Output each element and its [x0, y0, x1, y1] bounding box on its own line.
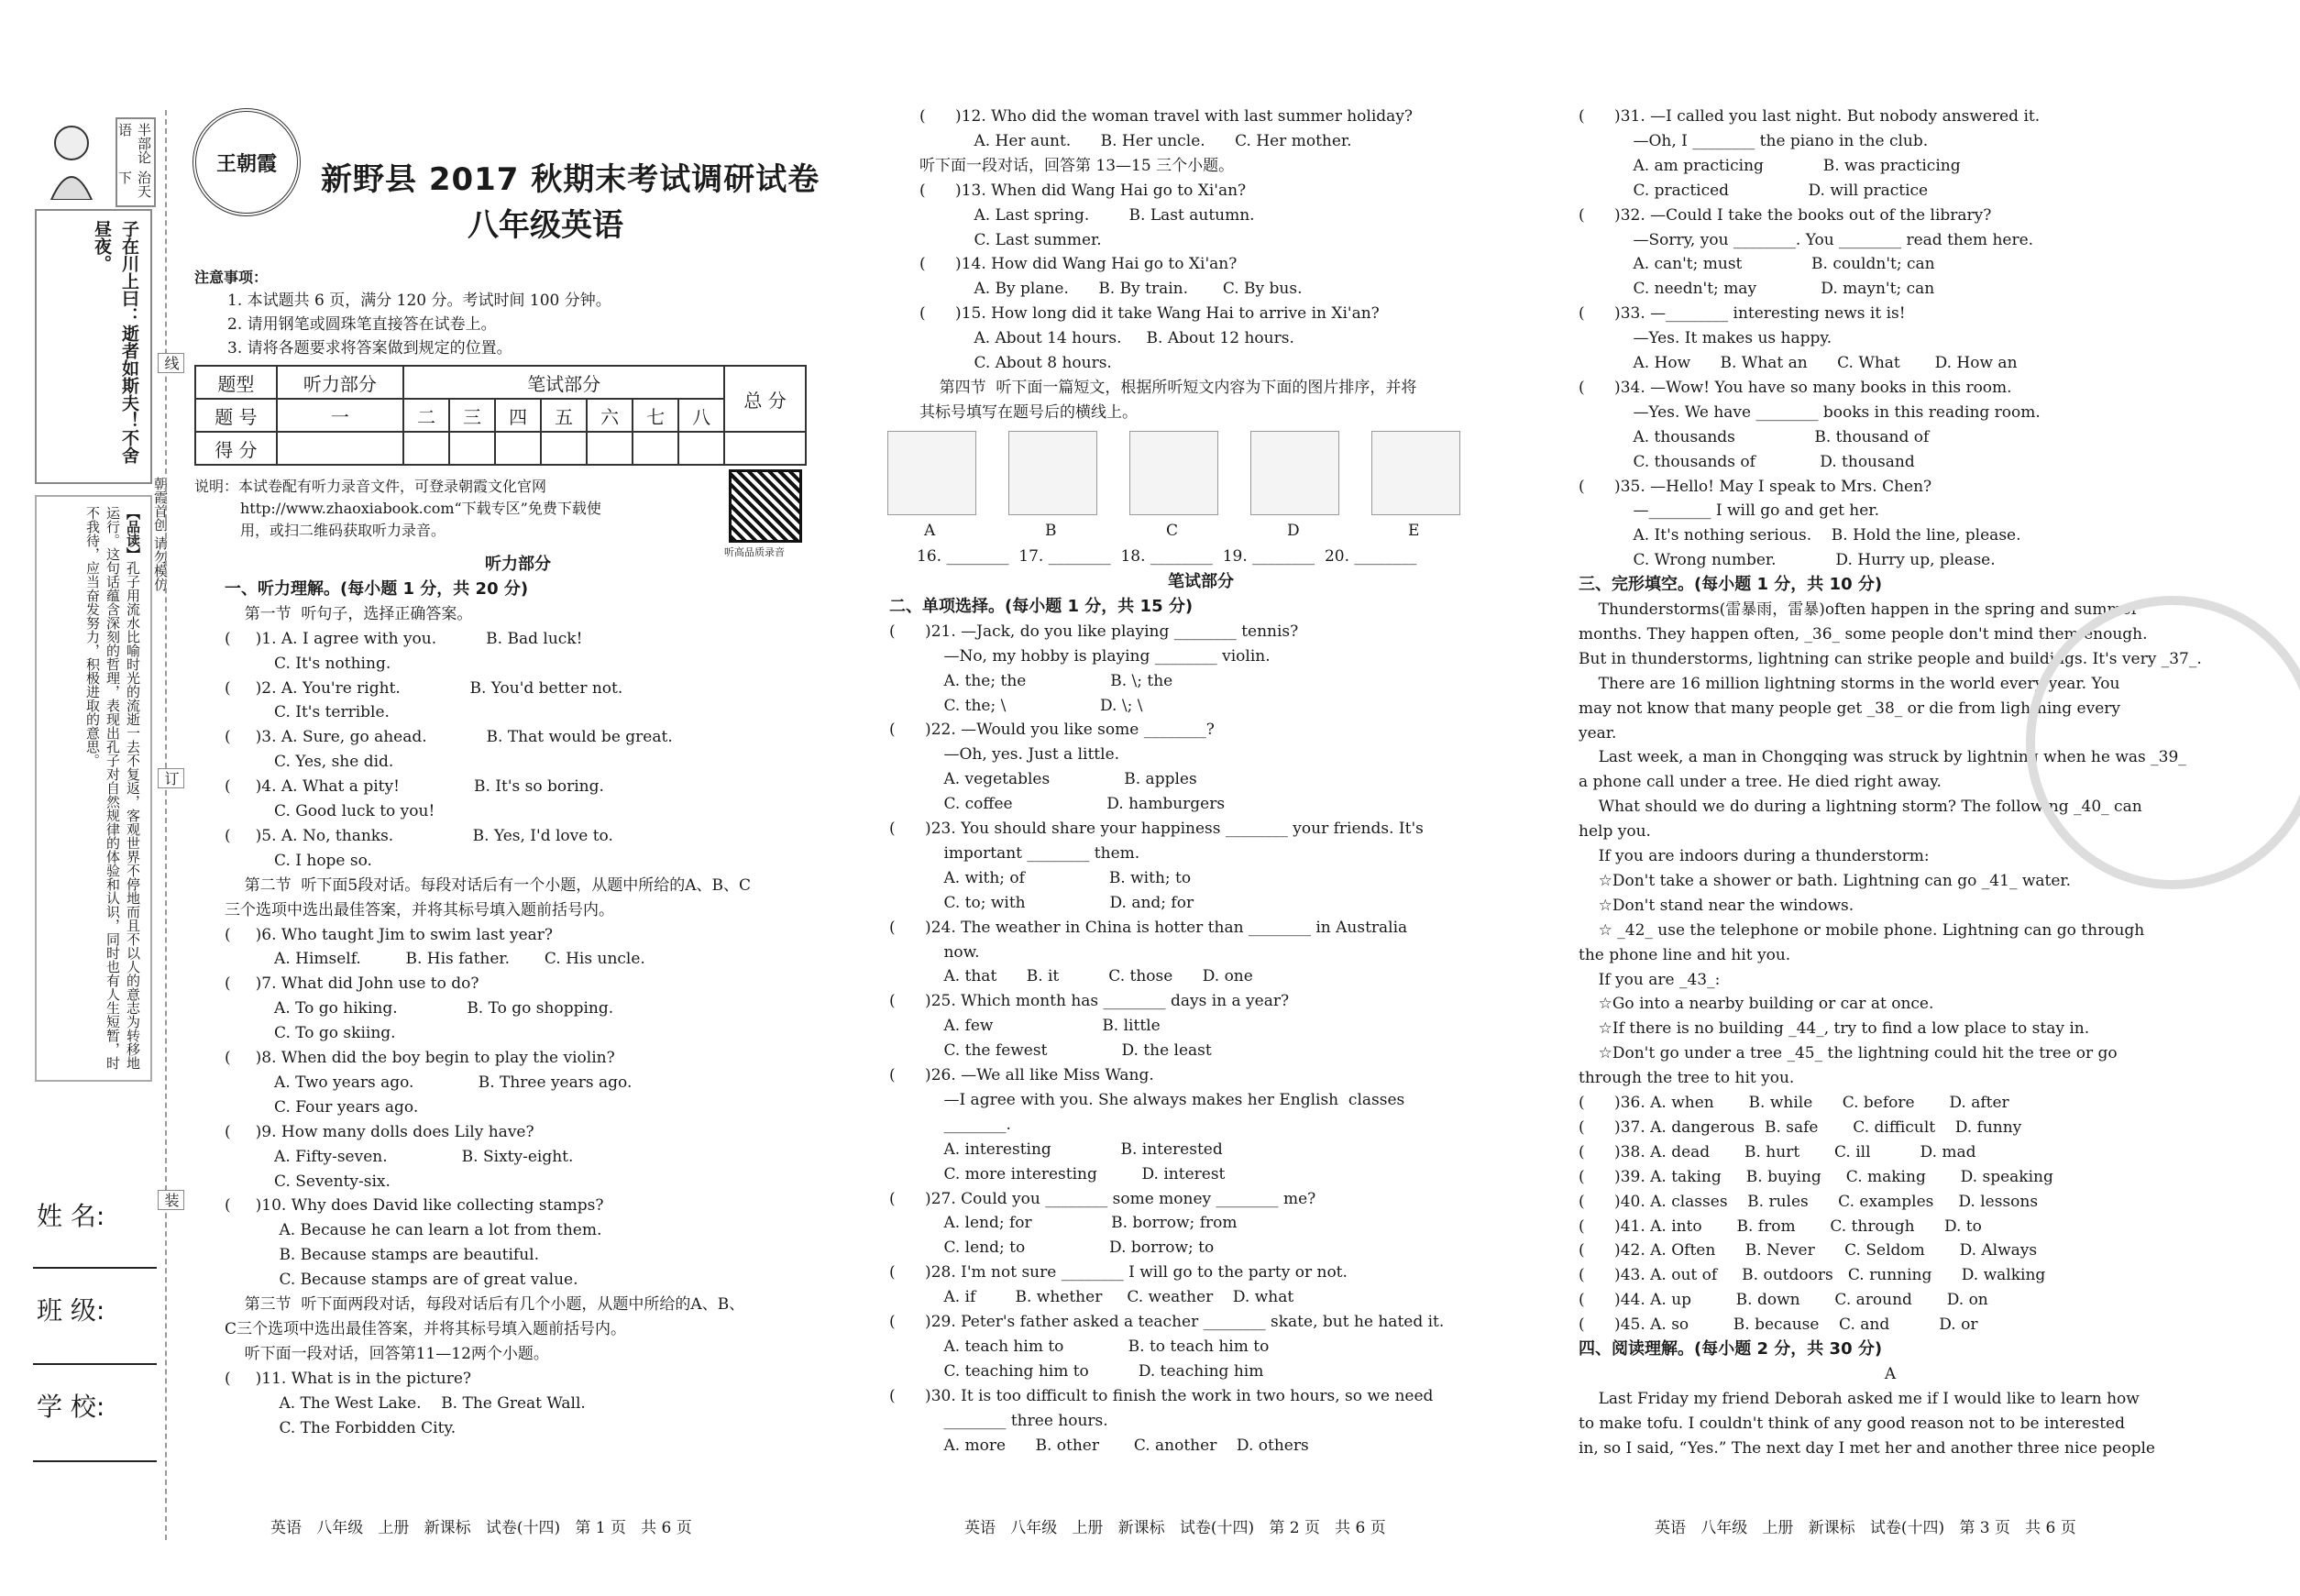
question-line: C. lend; to D. borrow; to: [889, 1238, 1215, 1258]
question-line: What should we do during a lightning storm? The following _40_ can: [1579, 798, 2142, 817]
question-line: C三个选项中选出最佳答案，并将其标号填入题前括号内。: [225, 1319, 627, 1338]
question-line: ( )12. Who did the woman travel with last summer holiday?: [919, 107, 1414, 126]
question-line: There are 16 million lightning storms in the world every year. You: [1579, 674, 2120, 693]
question-line: C. Because stamps are of great value.: [225, 1271, 578, 1290]
question-line: A. with; of B. with; to: [889, 868, 1192, 887]
question-line: ( )11. What is in the picture?: [225, 1369, 472, 1388]
section-heading: 二、单项选择。(每小题 1 分，共 15 分): [889, 596, 1194, 616]
question-line: —No, my hobby is playing ________ violin.: [889, 646, 1271, 666]
question-line: ☆Don't stand near the windows.: [1579, 896, 1854, 915]
question-line: 第二节 听下面5段对话。每段对话后有一个小题，从题中所给的A、B、C: [225, 875, 752, 895]
question-line: A. To go hiking. B. To go shopping.: [225, 999, 614, 1018]
exam-subtitle: 八年级英语: [468, 207, 623, 244]
question-line: ( )27. Could you ________ some money ________ me?: [889, 1189, 1316, 1208]
question-line: ( )39. A. taking B. buying C. making D. speaking: [1579, 1167, 2053, 1186]
question-line: C. Wrong number. D. Hurry up, please.: [1579, 551, 1996, 570]
question-line: ( )23. You should share your happiness ________ your friends. It's: [889, 820, 1424, 838]
class-field[interactable]: [33, 1363, 157, 1365]
question-line: —Yes. We have ________ books in this reading room.: [1579, 402, 2041, 422]
question-line: —Oh, I ________ the piano in the club.: [1579, 131, 1929, 150]
question-line: ( )41. A. into B. from C. through D. to: [1579, 1216, 1982, 1236]
section-heading: 三、完形填空。(每小题 1 分，共 10 分): [1579, 575, 1883, 595]
qr-code[interactable]: [729, 469, 802, 543]
picture-c: [1129, 431, 1218, 515]
notice-item: 1. 本试题共 6 页，满分 120 分。考试时间 100 分钟。: [227, 292, 611, 310]
question-line: C. The Forbidden City.: [225, 1418, 457, 1437]
question-line: help you.: [1579, 822, 1651, 842]
score-input[interactable]: [403, 432, 449, 465]
question-line: 三个选项中选出最佳答案，并将其标号填入题前括号内。: [225, 900, 614, 919]
cut-line: [165, 110, 167, 1540]
score-input[interactable]: [277, 432, 403, 465]
question-line: ( )5. A. No, thanks. B. Yes, I'd love to.: [225, 826, 613, 845]
question-line: C. It's terrible.: [225, 703, 390, 722]
question-line: A. About 14 hours. B. About 12 hours.: [919, 329, 1294, 348]
score-input[interactable]: [495, 432, 541, 465]
question-line: A. if B. whether C. weather D. what: [889, 1288, 1294, 1307]
question-line: ( )9. How many dolls does Lily have?: [225, 1122, 534, 1141]
question-line: ( )25. Which month has ________ days in a year?: [889, 992, 1290, 1011]
question-line: ( )34. —Wow! You have so many books in this room.: [1579, 378, 2012, 397]
score-input[interactable]: [449, 432, 495, 465]
question-line: 第三节 听下面两段对话，每段对话后有几个小题，从题中所给的A、B、: [225, 1295, 745, 1314]
question-line: ☆Don't go under a tree _45_ the lightning could hit the tree or go: [1579, 1044, 2118, 1063]
question-line: 第一节 听句子，选择正确答案。: [225, 604, 473, 623]
pindu-text: 孔子用流水比喻时光的流逝一去不复返，客观世界不停地而且不以人的意志为转移地运行。这句话蕴含深刻的哲理，表现出孔子对自然规律的体验和认识，同时也有人生短暂，时不我待，应当奋发努力，积极进取的意思。: [84, 506, 141, 1070]
picture-a: [887, 431, 976, 515]
score-cell: 题 号: [195, 399, 277, 432]
score-input[interactable]: [678, 432, 724, 465]
question-line: year.: [1579, 723, 1617, 743]
name-field[interactable]: [33, 1267, 157, 1269]
question-line: —________ I will go and get her.: [1579, 501, 1879, 521]
question-line: A. Two years ago. B. Three years ago.: [225, 1073, 633, 1092]
notice-item: 2. 请用钢笔或圆珠笔直接答在试卷上。: [227, 315, 497, 334]
confucius-illustration: [35, 117, 108, 200]
question-line: A. that B. it C. those D. one: [889, 967, 1253, 986]
question-line: Thunderstorms(雷暴雨，雷暴)often happen in the spring and summer: [1579, 600, 2139, 619]
score-cell: 四: [495, 399, 541, 432]
score-cell: 八: [678, 399, 724, 432]
question-line: ( )26. —We all like Miss Wang.: [889, 1066, 1154, 1084]
question-line: C. coffee D. hamburgers: [889, 795, 1226, 814]
score-input[interactable]: [633, 432, 678, 465]
question-line: ( )3. A. Sure, go ahead. B. That would be great.: [225, 728, 673, 747]
top-label-2: 治天下: [116, 171, 152, 199]
question-line: C. more interesting D. interest: [889, 1164, 1226, 1183]
question-line: A. Because he can learn a lot from them.: [225, 1221, 602, 1240]
question-line: C. To go skiing.: [225, 1024, 396, 1043]
question-line: C. the fewest D. the least: [889, 1041, 1212, 1061]
question-line: C. Four years ago.: [225, 1097, 419, 1117]
question-line: months. They happen often, _36_ some people don't mind them enough.: [1579, 624, 2148, 644]
notice-item: 3. 请将各题要求将答案做到规定的位置。: [227, 339, 512, 358]
score-header: 笔试部分: [403, 366, 724, 399]
question-line: 第四节 听下面一篇短文，根据所听短文内容为下面的图片排序，并将: [919, 378, 1417, 397]
question-line: ( )32. —Could I take the books out of the library?: [1579, 205, 1992, 225]
question-line: C. I hope so.: [225, 851, 372, 870]
question-line: C. Good luck to you!: [225, 802, 435, 820]
score-cell: 二: [403, 399, 449, 432]
question-line: through the tree to hit you.: [1579, 1069, 1795, 1088]
question-line: Last Friday my friend Deborah asked me if I would like to learn how: [1579, 1389, 2140, 1408]
picture-e: [1371, 431, 1460, 515]
logo-text: 王朝霞: [215, 152, 277, 176]
question-line: C. Yes, she did.: [225, 753, 394, 772]
question-line: ( )37. A. dangerous B. safe C. difficult D. funny: [1579, 1117, 2022, 1137]
question-line: C. About 8 hours.: [919, 354, 1112, 372]
section-heading: 笔试部分: [1168, 572, 1234, 591]
brand-logo: [193, 108, 301, 216]
question-line: A: [1884, 1364, 1897, 1383]
question-line: ☆Don't take a shower or bath. Lightning can go _41_ water.: [1579, 871, 2072, 890]
score-table: [194, 365, 807, 466]
score-header: 总 分: [724, 366, 806, 432]
top-label-1: 半部论语: [116, 123, 152, 164]
question-line: A. Himself. B. His father. C. His uncle.: [225, 950, 645, 969]
question-line: ( )30. It is too difficult to finish the work in two hours, so we need: [889, 1386, 1434, 1405]
question-line: ________ three hours.: [889, 1411, 1108, 1430]
picture-d: [1250, 431, 1339, 515]
question-line: A. Her aunt. B. Her uncle. C. Her mother.: [919, 131, 1352, 150]
question-line: ( )7. What did John use to do?: [225, 974, 479, 994]
question-line: ( )28. I'm not sure ________ I will go to the party or not.: [889, 1263, 1348, 1282]
question-line: ☆Go into a nearby building or car at once.: [1579, 995, 1934, 1014]
question-line: ( )4. A. What a pity! B. It's so boring.: [225, 777, 604, 797]
question-line: C. thousands of D. thousand: [1579, 452, 1915, 471]
question-line: C. Seventy-six.: [225, 1172, 391, 1191]
picture-b: [1008, 431, 1097, 515]
score-input[interactable]: [724, 432, 806, 465]
question-line: ☆ _42_ use the telephone or mobile phone. Lightning can go through: [1579, 920, 2145, 940]
score-cell: 五: [541, 399, 587, 432]
question-line: A. Last spring. B. Last autumn.: [919, 205, 1255, 225]
quote-box: [35, 209, 152, 484]
question-line: C. It's nothing.: [225, 654, 391, 673]
question-line: ( )40. A. classes B. rules C. examples D. lessons: [1579, 1192, 2039, 1211]
picture-label: B: [1045, 522, 1057, 540]
question-line: —Sorry, you ________. You ________ read them here.: [1579, 230, 2034, 249]
question-line: may not know that many people get _38_ or die from lightning every: [1579, 699, 2120, 718]
question-line: A. How B. What an C. What D. How an: [1579, 354, 2018, 372]
question-line: 其标号填写在题号后的横线上。: [919, 402, 1138, 422]
question-line: ________.: [889, 1115, 1011, 1134]
explain-line: 说明：本试卷配有听力录音文件，可登录朝霞文化官网: [194, 478, 547, 495]
question-line: A. It's nothing serious. B. Hold the line, please.: [1579, 526, 2021, 545]
question-line: B. Because stamps are beautiful.: [225, 1246, 540, 1265]
question-line: ( )35. —Hello! May I speak to Mrs. Chen?: [1579, 477, 1932, 496]
picture-label: A: [924, 522, 936, 540]
question-line: ( )36. A. when B. while C. before D. after: [1579, 1094, 2009, 1112]
question-line: If you are _43_:: [1579, 970, 1721, 989]
question-line: ( )45. A. so B. because C. and D. or: [1579, 1315, 1978, 1335]
question-line: C. practiced D. will practice: [1579, 181, 1929, 200]
question-line: ( )31. —I called you last night. But nobody answered it.: [1579, 107, 2041, 126]
question-line: 听下面一段对话，回答第11—12两个小题。: [225, 1344, 549, 1363]
question-line: Last week, a man in Chongqing was struck by lightning when he was _39_: [1579, 748, 2186, 767]
picture-label: C: [1166, 522, 1179, 540]
question-line: C. Last summer.: [919, 230, 1102, 249]
question-line: A. thousands B. thousand of: [1579, 427, 1930, 446]
answer-blanks[interactable]: 16. ________ 17. ________ 18. ________ 19. ________ 20. ________: [917, 547, 1417, 566]
score-header: 题型: [195, 366, 277, 399]
pindu-box: [35, 495, 152, 1082]
question-line: ☆If there is no building _44_, try to find a low place to stay in.: [1579, 1019, 2090, 1039]
question-line: A. few B. little: [889, 1017, 1161, 1036]
score-header: 听力部分: [277, 366, 403, 399]
question-line: A. vegetables B. apples: [889, 770, 1197, 789]
question-line: the phone line and hit you.: [1579, 945, 1791, 964]
question-line: ( )43. A. out of B. outdoors C. running D. walking: [1579, 1266, 2046, 1285]
question-line: 听下面一段对话，回答第 13—15 三个小题。: [919, 156, 1235, 175]
question-line: ( )2. A. You're right. B. You'd better not.: [225, 678, 623, 698]
question-line: A. the; the B. \; the: [889, 671, 1173, 690]
question-line: ( )8. When did the boy begin to play the violin?: [225, 1049, 615, 1067]
question-line: important ________ them.: [889, 843, 1140, 863]
class-label: 班 级:: [37, 1295, 105, 1326]
question-line: ( )24. The weather in China is hotter than ________ in Australia: [889, 918, 1408, 937]
question-line: A. can't; must B. couldn't; can: [1579, 255, 1935, 274]
explain-line: 用，或扫二维码获取听力录音。: [240, 522, 446, 539]
question-line: A. lend; for B. borrow; from: [889, 1214, 1238, 1233]
question-line: ( )44. A. up B. down C. around D. on: [1579, 1291, 1988, 1310]
seal-mark-3: 装: [158, 1190, 184, 1210]
picture-label: E: [1408, 522, 1420, 540]
seal-mark-1: 线: [158, 353, 184, 373]
score-input[interactable]: [587, 432, 633, 465]
question-line: ( )13. When did Wang Hai go to Xi'an?: [919, 181, 1247, 200]
question-line: A. am practicing B. was practicing: [1579, 156, 1961, 175]
footer-page-2: 英语 八年级 上册 新课标 试卷(十四) 第 2 页 共 6 页: [964, 1519, 1386, 1537]
question-line: ( )29. Peter's father asked a teacher ________ skate, but he hated it.: [889, 1313, 1445, 1331]
top-label-box: [116, 117, 156, 207]
score-cell: 六: [587, 399, 633, 432]
notice-title: 注意事项：: [194, 269, 269, 286]
question-line: to make tofu. I couldn't think of any good reason not to be interested: [1579, 1414, 2125, 1433]
section-heading: 一、听力理解。(每小题 1 分，共 20 分): [225, 578, 529, 599]
question-line: ( )6. Who taught Jim to swim last year?: [225, 925, 554, 944]
question-line: ( )15. How long did it take Wang Hai to arrive in Xi'an?: [919, 304, 1380, 324]
section-heading: 四、阅读理解。(每小题 2 分，共 30 分): [1579, 1339, 1883, 1359]
question-line: A. Fifty-seven. B. Sixty-eight.: [225, 1147, 574, 1166]
school-label: 学 校:: [37, 1392, 105, 1422]
question-line: a phone call under a tree. He died right away.: [1579, 773, 1942, 792]
score-cell: 七: [633, 399, 678, 432]
question-line: C. to; with D. and; for: [889, 893, 1194, 912]
qr-caption: 听高品质录音: [724, 546, 785, 558]
question-line: If you are indoors during a thunderstorm:: [1579, 847, 1930, 865]
binding-sidebar: [28, 108, 156, 1117]
question-line: But in thunderstorms, lightning can strike people and buildings. It's very _37_.: [1579, 649, 2202, 668]
explain-line: http://www.zhaoxiabook.com“下载专区”免费下载使: [240, 500, 601, 517]
pindu-title: 【品读】: [125, 506, 141, 561]
seal-mark-2: 订: [158, 768, 184, 788]
question-line: now.: [889, 942, 980, 962]
score-input[interactable]: [541, 432, 587, 465]
name-label: 姓 名:: [37, 1201, 105, 1231]
score-cell: 三: [449, 399, 495, 432]
school-field[interactable]: [33, 1460, 157, 1462]
footer-page-1: 英语 八年级 上册 新课标 试卷(十四) 第 1 页 共 6 页: [270, 1519, 692, 1537]
watermark-seal: [2026, 596, 2300, 889]
score-cell: 得 分: [195, 432, 277, 465]
section-heading: 听力部分: [485, 555, 551, 574]
question-line: C. teaching him to D. teaching him: [889, 1361, 1264, 1381]
question-line: —Yes. It makes us happy.: [1579, 329, 1832, 348]
question-line: A. By plane. B. By train. C. By bus.: [919, 280, 1303, 299]
question-line: ( )14. How did Wang Hai go to Xi'an?: [919, 255, 1238, 274]
question-line: —I agree with you. She always makes her English classes: [889, 1090, 1405, 1109]
picture-label: D: [1287, 522, 1300, 540]
question-line: A. interesting B. interested: [889, 1139, 1223, 1159]
question-line: A. more B. other C. another D. others: [889, 1436, 1309, 1455]
question-line: in, so I said, “Yes.” The next day I met her and another three nice people: [1579, 1438, 2155, 1458]
question-line: ( )21. —Jack, do you like playing ________ tennis?: [889, 622, 1299, 641]
quote-text: 子在川上曰：逝者如斯夫！不舍昼夜。: [92, 220, 139, 464]
question-line: ( )38. A. dead B. hurt C. ill D. mad: [1579, 1142, 1976, 1161]
exam-title: 新野县 2017 秋期末考试调研试卷: [321, 161, 820, 198]
question-line: ( )22. —Would you like some ________?: [889, 721, 1215, 740]
question-line: ( )33. —________ interesting news it is!: [1579, 304, 1906, 324]
question-line: ( )42. A. Often B. Never C. Seldom D. Always: [1579, 1241, 2038, 1260]
question-line: C. needn't; may D. mayn't; can: [1579, 280, 1935, 299]
question-line: A. The West Lake. B. The Great Wall.: [225, 1393, 586, 1413]
question-line: A. teach him to B. to teach him to: [889, 1337, 1270, 1356]
question-line: —Oh, yes. Just a little.: [889, 745, 1120, 765]
question-line: C. the; \ D. \; \: [889, 696, 1143, 715]
question-line: ( )1. A. I agree with you. B. Bad luck!: [225, 629, 583, 648]
side-note: 朝霞首创 请勿模仿: [152, 477, 169, 591]
question-line: ( )10. Why does David like collecting stamps?: [225, 1196, 604, 1216]
footer-page-3: 英语 八年级 上册 新课标 试卷(十四) 第 3 页 共 6 页: [1655, 1519, 2076, 1537]
score-cell: 一: [277, 399, 403, 432]
